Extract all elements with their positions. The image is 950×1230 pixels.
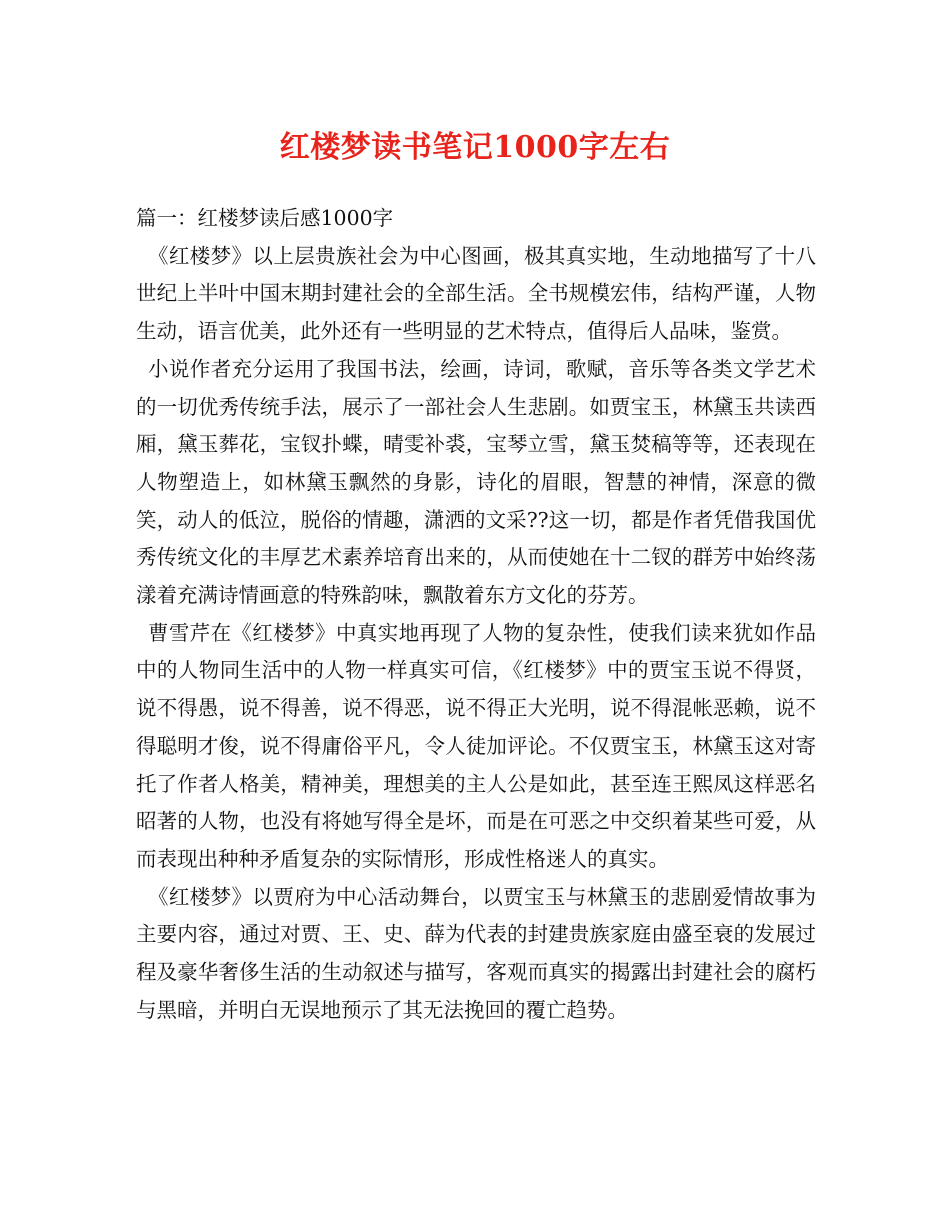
paragraph-4: 《红楼梦》以贾府为中心活动舞台，以贾宝玉与林黛玉的悲剧爱情故事为主要内容，通过对贾、王、史、薛为代表的封建贵族家庭由盛至衰的发展过程及豪华奢侈生活的生动叙述与描写，客观而真实的揭露出封建社会的腐朽与黑暗，并明白无误地预示了其无法挽回的覆亡趋势。 [136,884,816,1022]
section-heading: 篇一：红楼梦读后感1000字 [136,206,394,230]
paragraph-1: 《红楼梦》以上层贵族社会为中心图画，极其真实地，生动地描写了十八世纪上半叶中国末期封建社会的全部生活。全书规模宏伟，结构严谨，人物生动，语言优美，此外还有一些明显的艺术特点，值得后人品味，鉴赏。 [136,243,816,344]
paragraph-2: 小说作者充分运用了我国书法，绘画，诗词，歌赋，音乐等各类文学艺术的一切优秀传统手法，展示了一部社会人生悲剧。如贾宝玉，林黛玉共读西厢，黛玉葬花，宝钗扑蝶，晴雯补裘，宝琴立雪，黛玉焚稿等等，还表现在人物塑造上，如林黛玉飘然的身影，诗化的眉眼，智慧的神情，深意的微笑，动人的低泣，脱俗的情趣，潇洒的文采??这一切，都是作者凭借我国优秀传统文化的丰厚艺术素养培育出来的，从而使她在十二钗的群芳中始终荡漾着充满诗情画意的特殊韵味，飘散着东方文化的芬芳。 [136,356,816,608]
paragraph-3: 曹雪芹在《红楼梦》中真实地再现了人物的复杂性，使我们读来犹如作品中的人物同生活中的人物一样真实可信，《红楼梦》中的贾宝玉说不得贤，说不得愚，说不得善，说不得恶，说不得正大光明，说不得混帐恶赖，说不得聪明才俊，说不得庸俗平凡，令人徒加评论。不仅贾宝玉，林黛玉这对寄托了作者人格美，精神美，理想美的主人公是如此，甚至连王熙凤这样恶名昭著的人物，也没有将她写得全是坏，而是在可恶之中交织着某些可爱，从而表现出种种矛盾复杂的实际情形，形成性格迷人的真实。 [136,620,816,871]
document-body [136,200,816,1029]
document-title: 红楼梦读书笔记1000字左右 [279,130,671,165]
